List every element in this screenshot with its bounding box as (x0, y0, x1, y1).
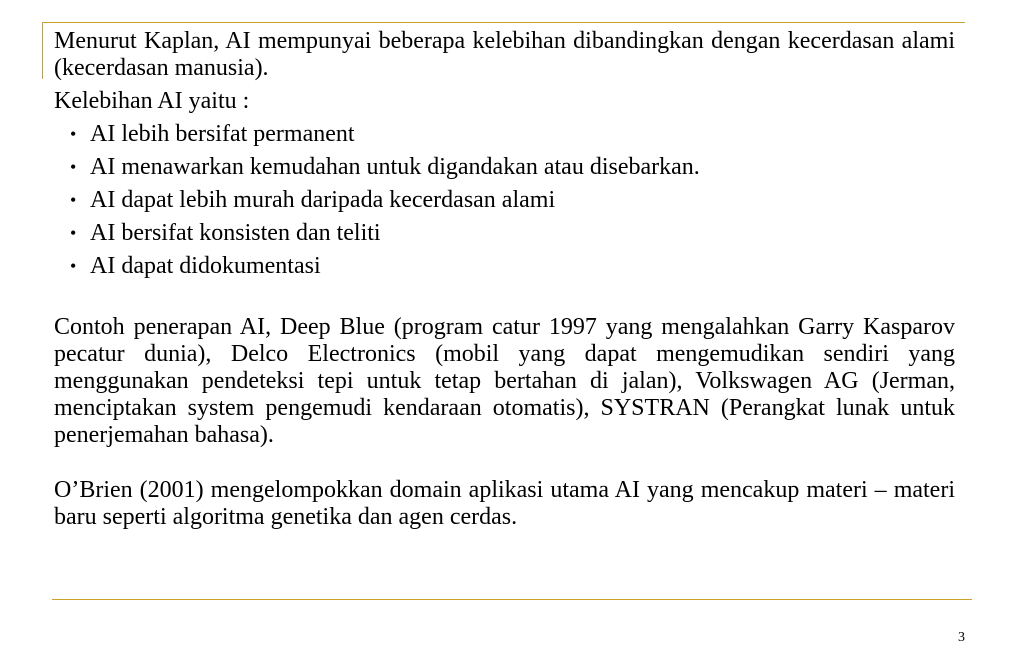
examples-paragraph: Contoh penerapan AI, Deep Blue (program catur 1997 yang mengalahkan Garry Kasparov pecatur dunia), Delco Electronics (mobil yang dapat mengemudikan sendiri yang menggunakan pendeteksi tepi untuk tetap bertahan di jalan), Volkswagen AG (Jerman, menciptakan system pengemudi kendaraan otomatis), SYSTRAN (Perangkat lunak untuk penerjemahan bahasa). (54, 314, 955, 448)
intro-paragraph: Menurut Kaplan, AI mempunyai beberapa kelebihan dibandingkan dengan kecerdasan alami (kecerdasan manusia). (54, 28, 955, 81)
advantage-item (54, 253, 955, 280)
advantages-list (54, 121, 955, 280)
advantage-text: AI dapat lebih murah daripada kecerdasan alami (90, 187, 556, 213)
advantage-text: AI menawarkan kemudahan untuk digandakan atau disebarkan. (90, 154, 700, 180)
page-number: 3 (958, 630, 965, 645)
advantage-item (54, 121, 955, 148)
left-accent-rule (42, 22, 43, 79)
advantage-text: AI dapat didokumentasi (90, 253, 321, 279)
bullet-icon: • (70, 190, 77, 210)
bullet-icon: • (70, 157, 77, 177)
bullet-icon: • (70, 124, 77, 144)
bullet-icon: • (70, 256, 77, 276)
advantages-heading: Kelebihan AI yaitu : (54, 88, 250, 114)
advantage-text: AI bersifat konsisten dan teliti (90, 220, 381, 246)
section-spacer (54, 449, 955, 477)
advantage-item (54, 220, 955, 247)
advantage-item (54, 154, 955, 181)
section-spacer (54, 286, 955, 314)
advantage-item (54, 187, 955, 214)
obrien-paragraph: O’Brien (2001) mengelompokkan domain aplikasi utama AI yang mencakup materi – materi baru seperti algoritma genetika dan agen cerdas. (54, 477, 955, 530)
slide-content (54, 28, 955, 531)
bottom-accent-rule (52, 599, 972, 600)
bullet-icon: • (70, 223, 77, 243)
advantage-text: AI lebih bersifat permanent (90, 121, 355, 147)
top-accent-rule (42, 22, 965, 23)
